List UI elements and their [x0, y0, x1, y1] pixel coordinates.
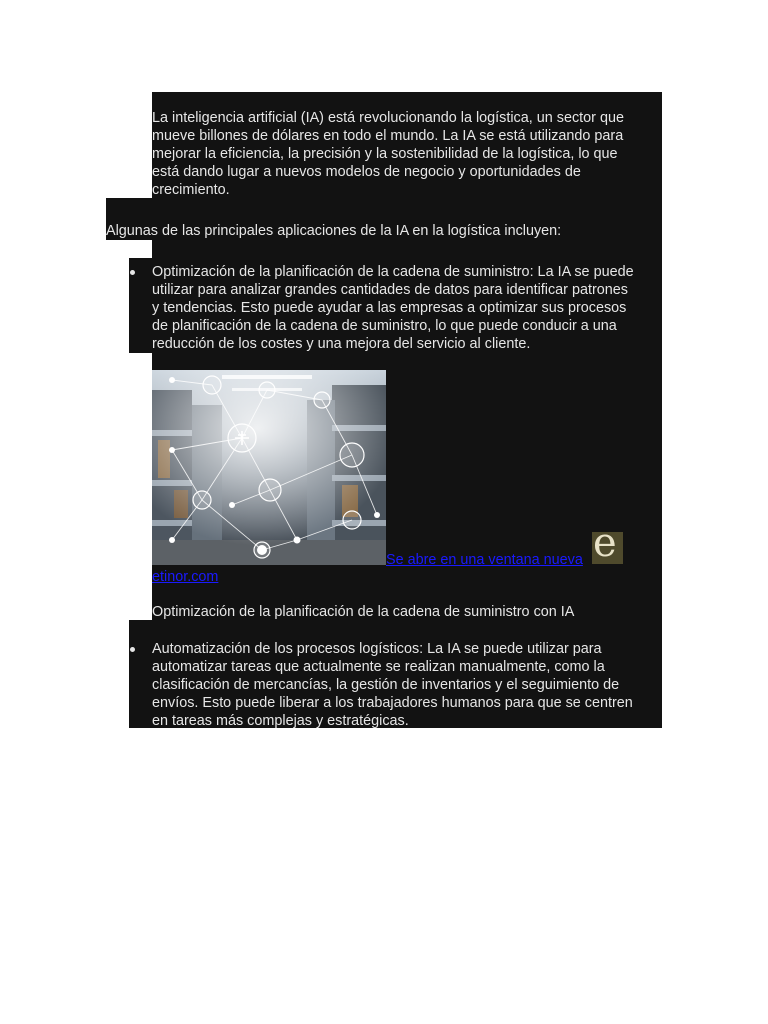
intro-line: mejorar la eficiencia, la precisión y la sostenibilidad de la logística, lo que [152, 146, 618, 162]
etinor-logo-icon[interactable] [592, 532, 623, 564]
source-link[interactable]: etinor.com [152, 569, 219, 585]
image-caption: Optimización de la planificación de la cadena de suministro con IA [152, 604, 575, 620]
open-new-window-link[interactable]: Se abre en una ventana nueva [386, 552, 583, 568]
bullet-line: reducción de los costes y una mejora del servicio al cliente. [152, 336, 531, 352]
bullet-line: en tareas más complejas y estratégicas. [152, 713, 409, 729]
logistics-network-image[interactable] [152, 370, 386, 565]
bullet-line: de planificación de la cadena de suministro, lo que puede conducir a una [152, 318, 617, 334]
bullet-line: y tendencias. Esto puede ayudar a las empresas a optimizar sus procesos [152, 300, 627, 316]
bullet-dot [130, 647, 135, 652]
warehouse-network-illustration [152, 370, 386, 565]
bullet-line: automatizar tareas que actualmente se realizan manualmente, como la [152, 659, 605, 675]
bullet-line: clasificación de mercancías, la gestión de inventarios y el seguimiento de [152, 677, 620, 693]
applications-heading: Algunas de las principales aplicaciones de la IA en la logística incluyen: [106, 223, 562, 239]
intro-line: mueve billones de dólares en todo el mundo. La IA se está utilizando para [152, 128, 624, 144]
intro-line: La inteligencia artificial (IA) está revolucionando la logística, un sector que [152, 110, 624, 126]
bullet-line: Optimización de la planificación de la cadena de suministro: La IA se puede [152, 264, 634, 280]
intro-line: crecimiento. [152, 182, 230, 198]
intro-line: está dando lugar a nuevos modelos de negocio y oportunidades de [152, 164, 581, 180]
logo-letter: e [593, 532, 617, 564]
bullet-line: Automatización de los procesos logísticos: La IA se puede utilizar para [152, 641, 602, 657]
bullet-line: utilizar para analizar grandes cantidades de datos para identificar patrones [152, 282, 628, 298]
bullet-dot [130, 270, 135, 275]
bullet-line: envíos. Esto puede liberar a los trabajadores humanos para que se centren [152, 695, 633, 711]
